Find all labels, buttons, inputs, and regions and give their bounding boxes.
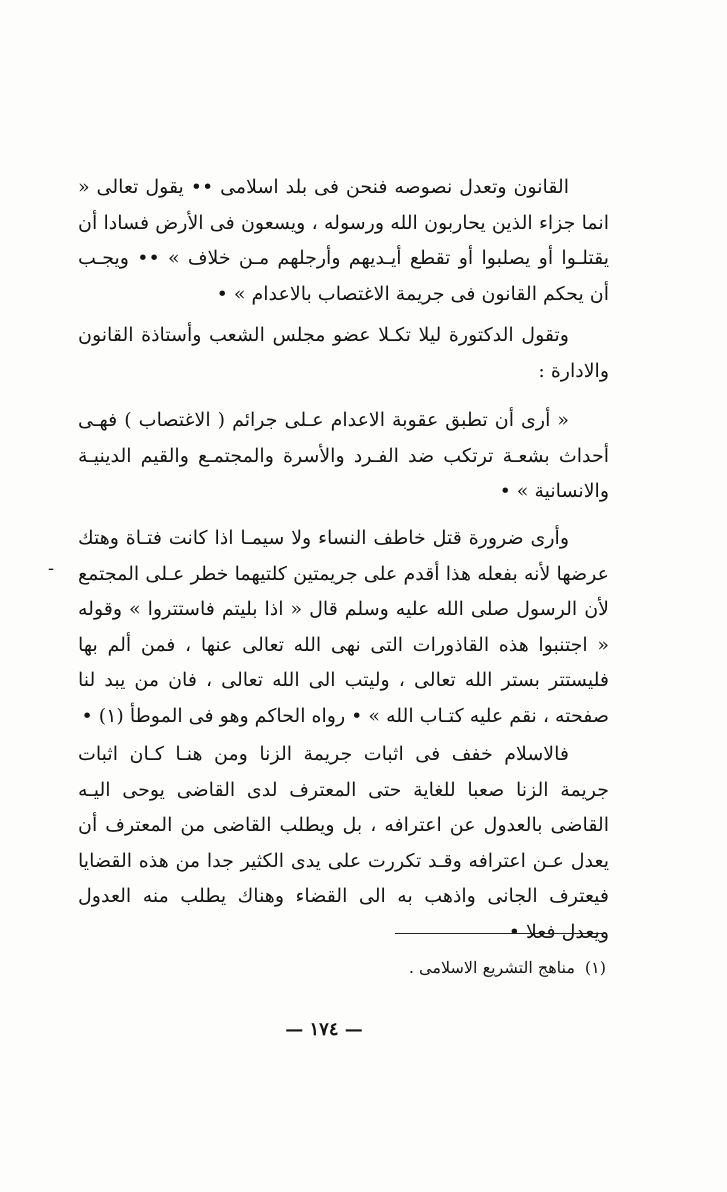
footnote — [300, 956, 606, 980]
paragraph-1: القانون وتعدل نصوصه فنحن فى بلد اسلامى •• يقول تعالى « انما جزاء الذين يحاربون الله ورسوله ، ويسعون فى الأرض فسادا أن يقتلـوا أو يصلبوا أو تقطع أيـديهم وأرجلهم مـن خلاف » •• ويجـب أن يحكم القانون فى جريمة الاغتصاب بالاعدام » • — [78, 176, 609, 305]
paragraph-2: وتقول الدكتورة ليلا تكـلا عضو مجلس الشعب وأستاذة القانون والادارة : — [78, 324, 609, 382]
margin-mark: - — [48, 558, 55, 579]
footnote-text: مناهج التشريع الاسلامى . — [408, 958, 575, 977]
paragraph-4: وأرى ضرورة قتل خاطف النساء ولا سيمـا اذا كانت فتـاة وهتك عرضها لأنه بفعله هذا أقدم على جريمتين كلتيهما خطر عـلى المجتمع لأن الرسول صلى الله عليه وسلم قال « اذا بليتم فاستتروا » وقوله « اجتنبوا هذه القاذورات التى نهى الله تعالى عنها ، فمن ألم بها فليستتر بستر الله تعالى ، وليتب الى الله تعالى ، فان من يبد لنا صفحته ، نقم عليه كتـاب الله » • رواه الحاكم وهو فى الموطأ (١) • — [78, 527, 609, 727]
footnote-number: (١) — [584, 958, 606, 977]
paragraph-5: فالاسلام خفف فى اثبات جريمة الزنا ومن هنـا كـان اثبات جريمة الزنا صعبا للغاية حتى المعترف لدى القاضى يوحى اليـه القاضى بالعدول عن اعترافه ، بل ويطلب القاضى من المعترف أن يعدل عـن اعترافه وقـد تكررت على يدى الكثير جدا من هذه القضايا فيعترف الجانى واذهب به الى القضاء وهناك يطلب منه العدول ويعدل فعلا • — [78, 743, 609, 943]
paragraph-3-quote: « أرى أن تطبق عقوبة الاعدام عـلى جرائم ( الاغتصاب ) فهـى أحداث بشعـة ترتكب ضد الفـرد والأسرة والمجتمـع والقيم الدينيـة والانسانية » • — [78, 409, 609, 502]
page-number: — ١٧٤ — — [285, 1019, 363, 1040]
footnote-divider — [395, 933, 607, 934]
